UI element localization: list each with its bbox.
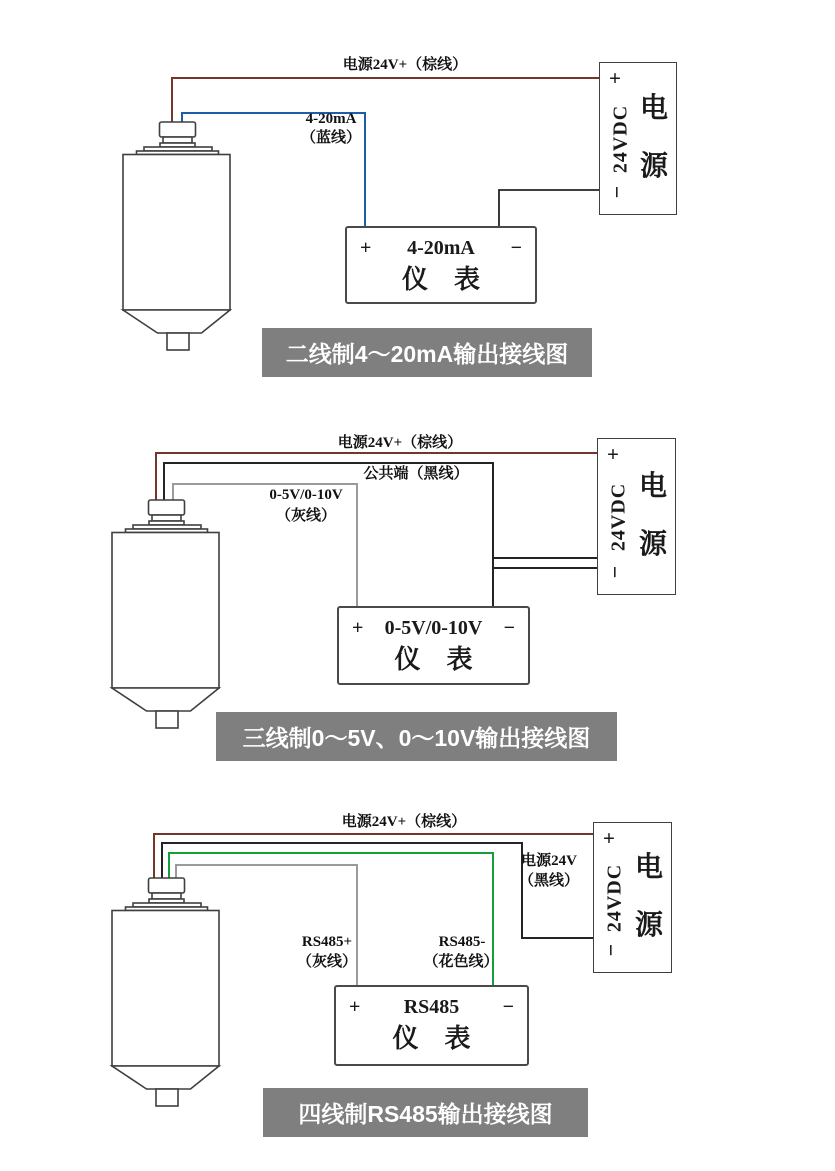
wire-label-rs485-minus-line2-d3: （花色线） xyxy=(423,954,499,970)
power-plus-terminal: + xyxy=(603,826,615,850)
meter-plus-terminal: + xyxy=(352,616,364,639)
meter-name-label: 仪 表 xyxy=(392,1024,471,1053)
wire-label-common-line2-d3: （黑线） xyxy=(518,873,580,889)
sensor-transmitter-d3 xyxy=(112,878,219,1106)
meter-minus-terminal: − xyxy=(502,995,514,1018)
meter-signal-label: 0-5V/0-10V xyxy=(384,616,483,639)
wire-label-power-d1: 电源24V+（棕线） xyxy=(342,57,468,73)
wire-label-signal-line1-d1: 4-20mA xyxy=(305,111,357,127)
power-minus-terminal: − xyxy=(602,565,628,579)
meter-signal-label: RS485 xyxy=(403,995,460,1018)
meter-minus-terminal: − xyxy=(510,236,522,259)
power-minus-terminal: − xyxy=(604,185,630,199)
wire-return-black-d1 xyxy=(499,190,602,230)
power-name-label: 电源 xyxy=(639,92,668,183)
wire-label-rs485-minus-line1-d3: RS485- xyxy=(438,934,486,950)
wire-label-signal-line2-d1: （蓝线） xyxy=(300,130,362,146)
meter-box-d1 xyxy=(345,226,537,304)
power-name-label: 电源 xyxy=(634,851,663,942)
meter-minus-terminal: − xyxy=(503,616,515,639)
meter-signal-label: 4-20mA xyxy=(407,236,475,259)
diagram-title-banner-d3: 四线制RS485输出接线图 xyxy=(263,1088,588,1137)
meter-plus-terminal: + xyxy=(360,236,372,259)
meter-name-label: 仪 表 xyxy=(401,265,480,294)
wire-label-signal-line2-d2: （灰线） xyxy=(275,508,337,524)
wire-label-power-d3: 电源24V+（棕线） xyxy=(341,814,467,830)
meter-plus-terminal: + xyxy=(349,995,361,1018)
sensor-transmitter-d1 xyxy=(123,122,230,350)
wire-power-brown-d1 xyxy=(172,78,602,130)
power-plus-terminal: + xyxy=(609,66,621,90)
meter-name-label: 仪 表 xyxy=(394,645,473,674)
meter-box-d2 xyxy=(337,606,530,685)
wire-label-common-d2: 公共端（黑线） xyxy=(363,466,469,482)
wire-label-rs485-plus-line2-d3: （灰线） xyxy=(296,954,358,970)
power-voltage-label: 24VDC xyxy=(609,104,632,173)
power-supply-box-d1 xyxy=(599,62,677,215)
sensor-transmitter-d2 xyxy=(112,500,219,728)
wire-label-signal-line1-d2: 0-5V/0-10V xyxy=(269,487,343,503)
wire-label-rs485-plus-line1-d3: RS485+ xyxy=(301,934,353,950)
power-name-label: 电源 xyxy=(638,470,667,561)
power-supply-box-d3 xyxy=(593,822,672,973)
power-minus-terminal: − xyxy=(598,943,624,957)
diagram-title-banner-d1: 二线制4～20mA输出接线图 xyxy=(262,328,592,377)
power-supply-box-d2 xyxy=(597,438,676,595)
wire-label-common-line1-d3: 电源24V xyxy=(521,853,577,869)
diagram-title-banner-d2: 三线制0～5V、0～10V输出接线图 xyxy=(216,712,617,761)
power-plus-terminal: + xyxy=(607,442,619,466)
power-voltage-label: 24VDC xyxy=(603,863,626,932)
wire-common-black-d2 xyxy=(164,463,600,610)
power-voltage-label: 24VDC xyxy=(607,482,630,551)
meter-box-d3 xyxy=(334,985,529,1066)
wire-label-power-d2: 电源24V+（棕线） xyxy=(337,435,463,451)
